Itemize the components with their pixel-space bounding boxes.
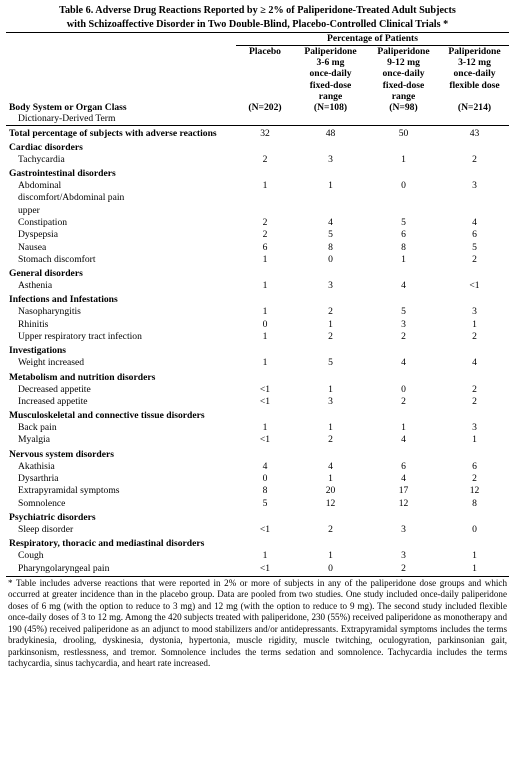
term-name: Myalgia <box>18 434 50 446</box>
term-value-3-12mg: 4 <box>472 357 477 369</box>
column-header-n: (N=98) <box>389 102 418 114</box>
term-value-3-6mg: 1 <box>328 422 333 434</box>
category-row <box>6 447 509 461</box>
term-value-placebo: 6 <box>262 241 268 253</box>
term-value-3-12mg: 3 <box>472 422 477 434</box>
category-name: Nervous system disorders <box>9 448 114 460</box>
column-header-line: once-daily <box>382 68 425 80</box>
term-value-3-12mg: 1 <box>472 318 477 330</box>
term-value-9-12mg: 4 <box>401 357 406 369</box>
term-name: Somnolence <box>18 497 66 509</box>
term-value-9-12mg: 3 <box>401 550 406 562</box>
term-value-placebo: 0 <box>262 473 268 485</box>
category-row <box>6 408 509 422</box>
term-value-placebo: 8 <box>262 485 268 497</box>
term-value-9-12mg: 8 <box>401 241 406 253</box>
column-header-line: flexible dose <box>449 79 500 91</box>
term-value-3-12mg: 1 <box>472 550 477 562</box>
column-header-line: Paliperidone <box>448 46 501 57</box>
term-value-3-6mg: 3 <box>328 280 333 292</box>
term-value-3-6mg: 1 <box>328 383 333 395</box>
adverse-reactions-table <box>6 32 509 577</box>
term-value-placebo: <1 <box>236 563 294 577</box>
term-row <box>6 473 509 485</box>
term-value-placebo: 2 <box>262 153 268 165</box>
total-value-3-12mg: 43 <box>469 128 480 140</box>
table-body <box>6 126 509 577</box>
term-value-3-12mg: <1 <box>469 280 480 292</box>
header-row-percentage <box>6 33 509 46</box>
column-header-line: 3-6 mg <box>316 57 345 69</box>
term-value-3-6mg: 5 <box>328 229 333 241</box>
category-name: General disorders <box>9 268 83 280</box>
column-header-n: (N=108) <box>313 102 348 114</box>
term-value-3-12mg: 1 <box>472 434 477 446</box>
term-value-3-6mg: 0 <box>294 563 367 577</box>
term-value-9-12mg: 4 <box>401 473 406 485</box>
term-value-3-6mg: 3 <box>328 153 333 165</box>
term-row <box>6 254 509 266</box>
category-row <box>6 166 509 180</box>
column-header-n: (N=202) <box>248 102 282 114</box>
term-value-placebo: 0 <box>262 318 268 330</box>
term-value-9-12mg: 2 <box>401 330 406 342</box>
column-header-line: 9-12 mg <box>387 57 420 69</box>
dictionary-term-row <box>6 113 509 126</box>
percentage-header: Percentage of Patients <box>236 33 509 46</box>
header-row-columns <box>6 46 509 114</box>
term-name: Asthenia <box>18 280 53 292</box>
category-name: Investigations <box>9 345 67 357</box>
term-row <box>6 280 509 292</box>
term-value-3-12mg: 5 <box>472 241 477 253</box>
term-value-placebo: 5 <box>262 497 268 509</box>
term-row <box>6 229 509 241</box>
column-header-line: Paliperidone <box>377 46 430 57</box>
term-value-3-12mg: 6 <box>472 460 477 472</box>
term-value-3-12mg: 3 <box>472 180 477 192</box>
column-header-line: once-daily <box>453 68 496 80</box>
term-value-3-6mg: 1 <box>328 180 333 192</box>
term-name: Extrapyramidal symptoms <box>18 485 120 497</box>
term-value-3-12mg: 2 <box>472 330 477 342</box>
total-row <box>6 126 509 140</box>
column-header-line: 3-12 mg <box>458 57 491 69</box>
term-value-9-12mg: 3 <box>401 318 406 330</box>
column-header-line: fixed-dose <box>309 79 352 91</box>
table-title-line-1: Table 6. Adverse Drug Reactions Reported by ≥ 2% of Paliperidone-Treated Adult Subjects <box>59 5 456 16</box>
column-header-3-12mg <box>440 46 509 114</box>
column-header-line: fixed-dose <box>382 79 425 91</box>
table-title <box>6 0 509 32</box>
total-value-3-6mg: 48 <box>325 128 336 140</box>
term-value-9-12mg: 17 <box>398 485 409 497</box>
term-value-3-12mg: 2 <box>472 473 477 485</box>
term-value-3-6mg: 12 <box>325 497 336 509</box>
term-row <box>6 563 509 577</box>
term-value-placebo: 2 <box>262 229 268 241</box>
category-name: Metabolism and nutrition disorders <box>9 371 156 383</box>
term-value-3-12mg: 2 <box>472 395 477 407</box>
term-value-3-6mg: 8 <box>328 241 333 253</box>
total-row-label: Total percentage of subjects with adverse reactions <box>9 128 217 140</box>
term-name: Pharyngolaryngeal pain <box>6 563 236 577</box>
term-name: Abdominal discomfort/Abdominal pain upper <box>18 180 125 216</box>
term-value-placebo: <1 <box>259 523 271 535</box>
term-value-placebo: 1 <box>262 330 268 342</box>
term-value-9-12mg: 6 <box>401 229 406 241</box>
term-row <box>6 242 509 254</box>
category-row <box>6 140 509 154</box>
term-row <box>6 154 509 166</box>
term-name: Rhinitis <box>18 318 49 330</box>
term-value-3-6mg: 1 <box>328 550 333 562</box>
body-system-header: Body System or Organ Class <box>9 102 127 114</box>
category-row <box>6 370 509 384</box>
category-row <box>6 343 509 357</box>
term-name: Cough <box>18 550 44 562</box>
term-name: Weight increased <box>18 357 85 369</box>
term-value-9-12mg: 5 <box>401 216 406 228</box>
term-row <box>6 180 509 217</box>
term-name: Upper respiratory tract infection <box>18 330 142 342</box>
term-value-placebo: 1 <box>262 357 268 369</box>
term-value-3-12mg: 2 <box>472 153 477 165</box>
term-value-3-6mg: 3 <box>328 395 333 407</box>
category-row <box>6 536 509 550</box>
term-value-9-12mg: 2 <box>401 395 406 407</box>
term-name: Stomach discomfort <box>18 253 96 265</box>
term-value-3-6mg: 2 <box>328 306 333 318</box>
term-value-placebo: 1 <box>262 306 268 318</box>
term-value-9-12mg: 4 <box>401 280 406 292</box>
term-name: Nausea <box>18 241 47 253</box>
term-value-9-12mg: 1 <box>401 153 406 165</box>
term-value-placebo: <1 <box>259 434 271 446</box>
term-value-3-6mg: 4 <box>328 216 333 228</box>
term-row <box>6 331 509 343</box>
category-row <box>6 292 509 306</box>
term-name: Dysarthria <box>18 473 59 485</box>
term-value-9-12mg: 2 <box>367 563 440 577</box>
term-row <box>6 306 509 318</box>
term-value-3-6mg: 2 <box>328 523 333 535</box>
category-name: Respiratory, thoracic and mediastinal disorders <box>9 538 205 550</box>
term-value-9-12mg: 1 <box>401 253 406 265</box>
category-row <box>6 266 509 280</box>
column-header-placebo <box>236 46 294 114</box>
column-header-n: (N=214) <box>457 102 492 114</box>
term-value-9-12mg: 5 <box>401 306 406 318</box>
term-value-9-12mg: 4 <box>401 434 406 446</box>
term-value-3-12mg: 3 <box>472 306 477 318</box>
term-row <box>6 422 509 434</box>
dictionary-term-label: Dictionary-Derived Term <box>6 113 236 126</box>
term-name: Increased appetite <box>18 395 88 407</box>
term-row <box>6 461 509 473</box>
category-name: Musculoskeletal and connective tissue disorders <box>9 410 205 422</box>
term-row <box>6 319 509 331</box>
term-name: Decreased appetite <box>18 383 91 395</box>
term-value-placebo: 2 <box>262 216 268 228</box>
term-value-3-6mg: 1 <box>328 473 333 485</box>
total-value-placebo: 32 <box>260 128 270 140</box>
term-value-3-6mg: 4 <box>328 460 333 472</box>
term-name: Tachycardia <box>18 153 65 165</box>
total-value-9-12mg: 50 <box>398 128 409 140</box>
term-value-3-12mg: 4 <box>472 216 477 228</box>
term-row <box>6 550 509 562</box>
term-value-placebo: 1 <box>262 422 268 434</box>
term-value-placebo: 4 <box>262 460 268 472</box>
term-value-placebo: 1 <box>262 253 268 265</box>
term-value-3-6mg: 2 <box>328 434 333 446</box>
term-value-3-12mg: 2 <box>472 253 477 265</box>
term-value-3-6mg: 2 <box>328 330 333 342</box>
term-value-3-12mg: 1 <box>440 563 509 577</box>
term-value-3-6mg: 0 <box>328 253 333 265</box>
term-value-9-12mg: 0 <box>401 180 406 192</box>
table-footnote: * Table includes adverse reactions that were reported in 2% or more of subjects in any of the paliperidone dose groups and which occurred at greater incidence than in the placebo group. Data are pooled from two studies. One study included once-daily paliperidone doses of 6 mg (with the option to reduce to 3 mg) and 12 mg (with the option to reduce to 9 mg). The second study included flexible once-daily doses of 3 to 12 mg. Among the 420 subjects treated with paliperidone, 230 (55%) received paliperidone as monotherapy and 190 (45%) received paliperidone as an adjunct to mood stabilizers and/or antidepressants. Extrapyramidal symptoms includes the terms bradykinesia, drooling, dyskinesia, dystonia, hypertonia, muscle rigidity, muscle twitching, oculogyration, parkinsonian gait, parkinsonism, restlessness, and tremor. Somnolence includes the terms sedation and somnolence. Tachycardia includes the terms tachycardia, sinus tachycardia, and heart rate increased. <box>8 577 507 669</box>
category-name: Infections and Infestations <box>9 294 118 306</box>
term-value-3-12mg: 8 <box>472 497 477 509</box>
term-value-placebo: 1 <box>262 180 268 192</box>
column-header-line: once-daily <box>309 68 352 80</box>
table-title-line-2: with Schizoaffective Disorder in Two Double-Blind, Placebo-Controlled Clinical Trials * <box>66 18 449 30</box>
term-value-9-12mg: 0 <box>401 383 406 395</box>
column-header-9-12mg <box>367 46 440 114</box>
column-header-line: range <box>391 90 416 102</box>
term-row <box>6 524 509 536</box>
term-value-9-12mg: 6 <box>401 460 406 472</box>
term-row <box>6 498 509 510</box>
term-row <box>6 485 509 497</box>
term-row <box>6 396 509 408</box>
term-name: Back pain <box>18 422 57 434</box>
term-value-placebo: 1 <box>262 550 268 562</box>
term-value-3-12mg: 0 <box>472 523 477 535</box>
term-row <box>6 384 509 396</box>
term-value-3-6mg: 20 <box>325 485 336 497</box>
column-header-line: range <box>318 90 343 102</box>
category-name: Cardiac disorders <box>9 141 83 153</box>
column-header-line: Paliperidone <box>304 46 357 57</box>
term-value-9-12mg: 12 <box>398 497 409 509</box>
term-name: Sleep disorder <box>18 523 74 535</box>
term-value-placebo: 1 <box>262 280 268 292</box>
term-value-3-12mg: 6 <box>472 229 477 241</box>
term-value-placebo: <1 <box>259 383 271 395</box>
category-row <box>6 510 509 524</box>
term-name: Akathisia <box>18 460 55 472</box>
term-value-placebo: <1 <box>259 395 271 407</box>
term-name: Dyspepsia <box>18 229 58 241</box>
term-value-9-12mg: 3 <box>401 523 406 535</box>
category-name: Psychiatric disorders <box>9 511 96 523</box>
column-header-line: Placebo <box>249 46 281 57</box>
term-value-3-12mg: 2 <box>472 383 477 395</box>
term-row <box>6 217 509 229</box>
term-name: Constipation <box>18 216 68 228</box>
term-name: Nasopharyngitis <box>18 306 81 318</box>
term-value-3-12mg: 12 <box>469 485 480 497</box>
term-value-3-6mg: 5 <box>328 357 333 369</box>
term-value-9-12mg: 1 <box>401 422 406 434</box>
column-header-3-6mg <box>294 46 367 114</box>
term-row <box>6 357 509 369</box>
term-row <box>6 434 509 446</box>
term-value-3-6mg: 1 <box>328 318 333 330</box>
category-name: Gastrointestinal disorders <box>9 168 116 180</box>
